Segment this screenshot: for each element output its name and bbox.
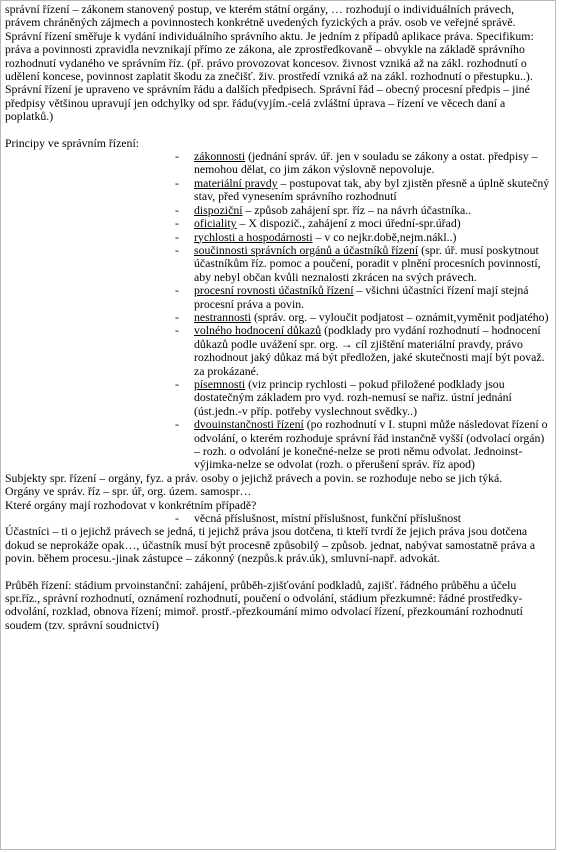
principle-item <box>5 150 552 177</box>
principle-item <box>5 324 552 378</box>
which-organs-question: Které orgány mají rozhodovat v konkrétním případě? <box>5 497 257 512</box>
principle-term: nestrannosti <box>194 309 252 324</box>
principle-term: součinnosti správních orgánů a účastníků řízení <box>194 242 419 257</box>
blank-line <box>5 124 552 137</box>
jurisdiction-item: - věcná příslušnost, místní příslušnost, funkční příslušnost <box>5 512 552 525</box>
subjects-paragraph: Subjekty spr. řízení – orgány, fyz. a práv. osoby o jejichž právech a povin. se rozhoduje nebo se jich týká. <box>5 470 503 485</box>
principle-item <box>5 244 552 284</box>
principles-heading: Principy ve správním řízení: <box>5 135 139 150</box>
principle-text: – všichni účastníci řízení mají stejná procesní práva a povin. <box>194 283 529 311</box>
principle-text: (jednání správ. úř. jen v souladu se zákony a ostat. předpisy – nemohou dělat, co jim zákon výslovně nepovoluje. <box>194 149 538 177</box>
course-paragraph: Průběh řízení: stádium prvoinstanční: zahájení, průběh-zjišťování podkladů, zajišť. řádného průběhu a účelu spr.říz., správní rozhodnutí, oznámení rozhodnutí, poučení o odvolání, stádium přezkumné: řádné prostředky-odvolání, rozklad, obnova řízení; mimoř. prostř.-přezkoumání mimo odvolací řízení, přezkoumání rozhodnutí soudem (tzv. správní soudnictví) <box>5 577 523 632</box>
principle-text: (správ. org. – vyloučit podjatost – oznámit,vyměnit podjatého) <box>251 309 549 324</box>
blank-line <box>5 566 552 579</box>
principle-term: zákonnosti <box>194 149 246 164</box>
principle-text: – způsob zahájení spr. říz – na návrh účastníka.. <box>242 202 472 217</box>
organs-paragraph: Orgány ve správ. říz – spr. úř, org. územ. samospr… <box>5 484 252 499</box>
jurisdiction-list <box>5 512 552 525</box>
principle-item <box>5 204 552 217</box>
principle-term: procesní rovnosti účastníků řízení <box>194 283 354 298</box>
intro-paragraph: správní řízení – zákonem stanovený postup, ve kterém státní orgány, … rozhodují o individuálních právech, právem chráněných zájmech a povinnostech konkrétně uvedených fyzických a práv. osob ve veřejné správě. Správní řízení směřuje k vydání individuálního správního aktu. Je jedním z případů aplikace práva. Specifikum: práva a povinnosti zpravidla nevznikají přímo ze zákona, ale zprostředkovaně – obvykle na základě správního rozhodnutí vydaného ve správním říz. (př. právo provozovat koncesov. živnost vzniká až na zákl. rozhodnutí o udělení koncese, povinnost zaplatit škodu za znečišť. živ. prostředí vzniká až na zákl. rozhodnutí o přestupku..). Správní řízení je upraveno ve správním řádu a dalších předpisech. Správní řád – obecný procesní předpis – jiné předpisy většinou upravují jen odchylky od spr. řádu(vyjím.-celá zvláštní úprava – řízení ve věcech daní a poplatků.) <box>5 2 534 124</box>
principles-list <box>5 150 552 472</box>
principle-term: oficiality <box>194 216 237 231</box>
principle-item <box>5 378 552 418</box>
participants-paragraph: Účastníci – ti o jejichž právech se jedná, ti jejichž práva jsou dotčena, ti kteří tvrdí že jejich práva jsou dotčena dokud se neprokáže opak…, účastník musí být procesně způsobilý – způsob. jednat, nabývat samostatně práva a povin. během procesu.-jinak zástupce – zákonný (nezpůs.k práv.úk), smluvní-např. advokát. <box>5 524 536 566</box>
principle-text: (podklady pro vydání rozhodnutí – hodnocení důkazů podle uvážení spr. org. → cíl zjištění materiální pravdy, právo rozhodnout jaký důkaz má být předložen, jaké skutečnosti mají být považ. za prokázané. <box>194 323 545 378</box>
principle-item <box>5 418 552 472</box>
principle-term: dispoziční <box>194 202 243 217</box>
principle-term: materiální pravdy <box>194 175 278 190</box>
principle-item <box>5 217 552 230</box>
principle-item <box>5 311 552 324</box>
principle-term: písemnosti <box>194 376 246 391</box>
principle-text: – v co nejkr.době,nejm.nákl..) <box>312 229 457 244</box>
principle-text: – X dispozič., zahájení z moci úřední-spr.úřad) <box>236 216 461 231</box>
principle-item <box>5 177 552 204</box>
principle-item <box>5 284 552 311</box>
principle-text: (viz princip rychlosti – pokud přiložené podklady jsou dostatečným základem pro vyd. rozh-nemusí se nařiz. ústní jednání (úst.jedn.-v příp. potřeby vyslechnout svědky..) <box>194 376 512 418</box>
principle-text: – postupovat tak, aby byl zjistěn přesně a úplně skutečný stav, před vynesením správního rozhodnutí <box>194 175 550 204</box>
principle-term: volného hodnocení důkazů <box>194 323 322 338</box>
principle-term: rychlosti a hospodárnosti <box>194 229 313 244</box>
principle-text: (po rozhodnutí v I. stupni může následovat řízení o odvolání, o kterém rozhoduje správní řád instančně vyšší (odvolací orgán) – rozh. o odvolání je konečné-nelze se proti němu odvolat. Jednoinst-výjimka-nelze se odvolat (rozh. o přerušení správ. říz apod) <box>194 417 548 472</box>
principle-term: dvouinstančnosti řízení <box>194 417 304 432</box>
principle-text: (spr. úř. musí poskytnout účastníkům říz. pomoc a poučení, poradit v plnění procesních povinností, aby nebyl občan kvůli neznalosti zkrácen na svých právech. <box>194 242 541 284</box>
principle-item <box>5 231 552 244</box>
